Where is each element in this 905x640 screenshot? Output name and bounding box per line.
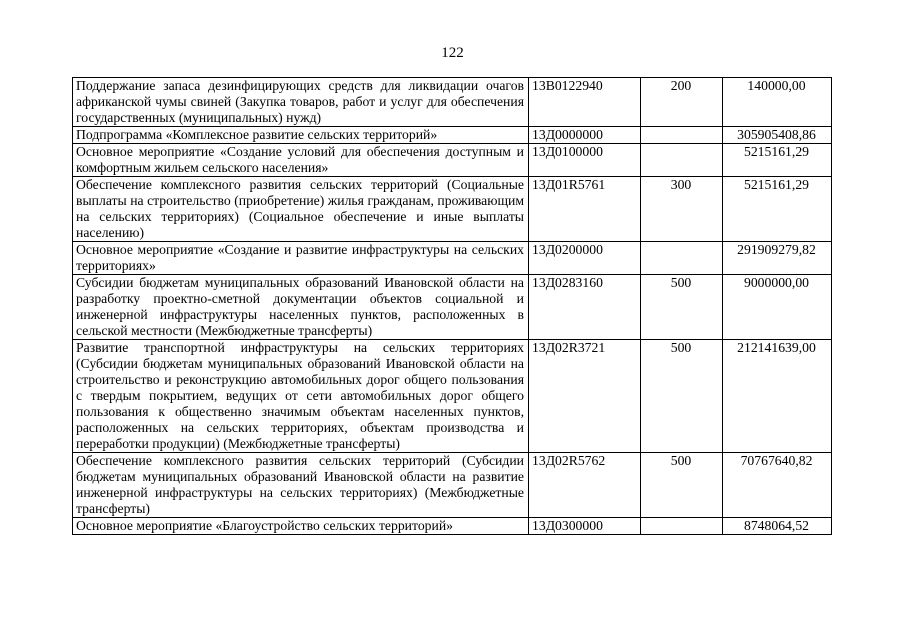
row-sum: 291909279,82 (723, 242, 832, 275)
row-expense-type: 500 (641, 340, 723, 453)
table-row (73, 340, 832, 453)
row-name: Основное мероприятие «Создание условий для обеспечения доступным и комфортным жильем сельского населения» (73, 144, 529, 177)
row-expense-type: 300 (641, 177, 723, 242)
row-sum: 212141639,00 (723, 340, 832, 453)
table-row (73, 242, 832, 275)
table-row (73, 78, 832, 127)
row-expense-type (641, 242, 723, 275)
row-sum: 5215161,29 (723, 177, 832, 242)
row-sum: 305905408,86 (723, 127, 832, 144)
row-name: Основное мероприятие «Создание и развитие инфраструктуры на сельских территориях» (73, 242, 529, 275)
row-expense-type (641, 518, 723, 535)
row-code: 13Д02R5762 (529, 453, 641, 518)
row-expense-type: 500 (641, 453, 723, 518)
row-code: 13Д02R3721 (529, 340, 641, 453)
row-code: 13В0122940 (529, 78, 641, 127)
row-name: Подпрограмма «Комплексное развитие сельских территорий» (73, 127, 529, 144)
table-row (73, 275, 832, 340)
row-sum: 5215161,29 (723, 144, 832, 177)
table-row (73, 127, 832, 144)
table-row (73, 177, 832, 242)
row-name: Поддержание запаса дезинфицирующих средств для ликвидации очагов африканской чумы свиней (Закупка товаров, работ и услуг для обеспечения государственных (муниципальных) нужд) (73, 78, 529, 127)
row-code: 13Д0300000 (529, 518, 641, 535)
row-code: 13Д0000000 (529, 127, 641, 144)
row-code: 13Д0283160 (529, 275, 641, 340)
row-sum: 8748064,52 (723, 518, 832, 535)
row-expense-type: 500 (641, 275, 723, 340)
row-name: Основное мероприятие «Благоустройство сельских территорий» (73, 518, 529, 535)
table-row (73, 144, 832, 177)
row-expense-type: 200 (641, 78, 723, 127)
row-sum: 9000000,00 (723, 275, 832, 340)
table-row (73, 453, 832, 518)
row-name: Обеспечение комплексного развития сельских территорий (Субсидии бюджетам муниципальных образований Ивановской области на развитие инженерной инфраструктуры на сельских территориях) (Межбюджетные трансферты) (73, 453, 529, 518)
table-row (73, 518, 832, 535)
row-code: 13Д0100000 (529, 144, 641, 177)
row-name: Субсидии бюджетам муниципальных образований Ивановской области на разработку проектно-сметной документации объектов социальной и инженерной инфраструктуры населенных пунктов, расположенных в сельской местности (Межбюджетные трансферты) (73, 275, 529, 340)
row-sum: 140000,00 (723, 78, 832, 127)
row-name: Обеспечение комплексного развития сельских территорий (Социальные выплаты на строительство (приобретение) жилья гражданам, проживающим на сельских территориях) (Социальное обеспечение и иные выплаты населению) (73, 177, 529, 242)
row-name: Развитие транспортной инфраструктуры на сельских территориях (Субсидии бюджетам муниципальных образований Ивановской области на строительство и реконструкцию автомобильных дорог общего пользования с твердым покрытием, ведущих от сети автомобильных дорог общего пользования к общественно значимым объектам населенных пунктов, расположенных на сельских территориях, объектам производства и переработки продукции) (Межбюджетные трансферты) (73, 340, 529, 453)
row-expense-type (641, 144, 723, 177)
row-expense-type (641, 127, 723, 144)
budget-table (72, 77, 832, 535)
page-number: 122 (441, 45, 464, 61)
row-code: 13Д01R5761 (529, 177, 641, 242)
row-sum: 70767640,82 (723, 453, 832, 518)
row-code: 13Д0200000 (529, 242, 641, 275)
